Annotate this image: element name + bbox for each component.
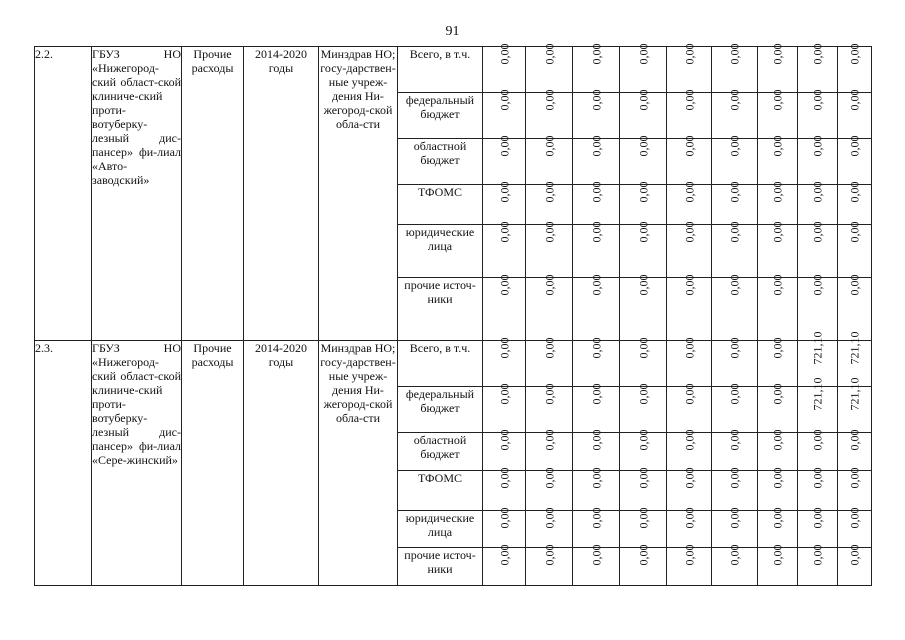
value-cell bbox=[712, 429, 758, 471]
value-text: 0,00 bbox=[727, 89, 742, 111]
budget-table bbox=[34, 43, 872, 586]
value-cell bbox=[483, 181, 526, 225]
value-cell bbox=[483, 221, 526, 278]
funding-source-label: областной бюджет bbox=[413, 433, 467, 461]
funding-source-cell bbox=[398, 511, 483, 548]
value-text: 0,00 bbox=[682, 274, 696, 296]
value-cell bbox=[712, 89, 758, 139]
funding-source-cell bbox=[398, 93, 483, 139]
value-text: 0,00 bbox=[727, 507, 742, 529]
funding-source-label: Всего, в т.ч. bbox=[409, 47, 471, 61]
value-text: 0,00 bbox=[847, 274, 862, 296]
value-text: 0,00 bbox=[770, 89, 785, 111]
value-text: 0,00 bbox=[497, 544, 511, 566]
funding-source-label: прочие источ-ники bbox=[404, 548, 476, 576]
value-cell bbox=[483, 89, 526, 139]
value-text: 0,00 bbox=[770, 507, 785, 529]
funding-source-label: ТФОМС bbox=[417, 471, 463, 485]
value-text: 0,00 bbox=[589, 507, 603, 529]
funding-source-cell bbox=[398, 139, 483, 185]
funding-source-label: юридические лица bbox=[405, 511, 475, 539]
value-cell bbox=[838, 135, 872, 185]
value-cell bbox=[667, 89, 712, 139]
page-number: 91 bbox=[445, 24, 460, 39]
value-cell bbox=[620, 544, 667, 586]
value-cell bbox=[620, 274, 667, 341]
value-cell bbox=[526, 274, 573, 341]
value-cell bbox=[712, 507, 758, 548]
value-cell bbox=[838, 467, 872, 511]
value-text: 0,00 bbox=[727, 467, 742, 489]
value-cell bbox=[712, 181, 758, 225]
funding-source-label: прочие источ-ники bbox=[404, 278, 476, 306]
value-cell bbox=[526, 221, 573, 278]
value-cell bbox=[620, 181, 667, 225]
value-cell bbox=[667, 181, 712, 225]
value-cell bbox=[758, 467, 798, 511]
value-cell bbox=[620, 383, 667, 433]
value-text: 0,00 bbox=[589, 135, 603, 157]
value-text: 0,00 bbox=[770, 544, 785, 566]
value-text: 0,00 bbox=[542, 383, 556, 405]
value-cell bbox=[667, 544, 712, 586]
value-cell bbox=[712, 383, 758, 433]
value-cell bbox=[526, 383, 573, 433]
value-text: 0,00 bbox=[810, 43, 825, 65]
value-text: 721,10 bbox=[810, 331, 825, 365]
value-text: 0,00 bbox=[497, 274, 511, 296]
value-text: 0,00 bbox=[810, 135, 825, 157]
value-cell bbox=[838, 544, 872, 586]
value-cell bbox=[712, 467, 758, 511]
value-text: 0,00 bbox=[542, 274, 556, 296]
value-text: 0,00 bbox=[497, 181, 511, 203]
value-text: 0,00 bbox=[542, 544, 556, 566]
value-text: 0,00 bbox=[636, 43, 650, 65]
value-cell bbox=[573, 383, 620, 433]
value-text: 0,00 bbox=[497, 221, 511, 243]
value-cell bbox=[712, 274, 758, 341]
value-text: 0,00 bbox=[542, 467, 556, 489]
value-cell bbox=[483, 43, 526, 93]
value-cell bbox=[573, 181, 620, 225]
value-cell bbox=[758, 181, 798, 225]
funding-source-label: областной бюджет bbox=[413, 139, 467, 167]
value-cell bbox=[838, 507, 872, 548]
value-cell bbox=[798, 429, 838, 471]
value-text: 0,00 bbox=[497, 467, 511, 489]
value-text: 0,00 bbox=[542, 43, 556, 65]
value-text: 0,00 bbox=[847, 43, 862, 65]
value-text: 0,00 bbox=[636, 544, 650, 566]
value-cell bbox=[573, 89, 620, 139]
value-text: 0,00 bbox=[636, 467, 650, 489]
funding-source-cell bbox=[398, 225, 483, 278]
value-cell bbox=[838, 181, 872, 225]
value-cell bbox=[573, 429, 620, 471]
table-row bbox=[35, 47, 872, 93]
value-text: 0,00 bbox=[497, 89, 511, 111]
value-text: 0,00 bbox=[770, 467, 785, 489]
value-cell bbox=[667, 274, 712, 341]
value-text: 0,00 bbox=[589, 43, 603, 65]
value-text: 0,00 bbox=[727, 221, 742, 243]
value-cell bbox=[758, 274, 798, 341]
value-cell bbox=[798, 181, 838, 225]
value-text: 0,00 bbox=[847, 135, 862, 157]
value-text: 0,00 bbox=[497, 507, 511, 529]
value-text: 0,00 bbox=[682, 89, 696, 111]
funding-source-cell bbox=[398, 433, 483, 471]
value-cell bbox=[526, 544, 573, 586]
value-cell bbox=[620, 467, 667, 511]
value-text: 0,00 bbox=[542, 507, 556, 529]
value-cell bbox=[667, 383, 712, 433]
value-text: 0,00 bbox=[810, 544, 825, 566]
value-text: 0,00 bbox=[636, 383, 650, 405]
value-cell bbox=[758, 429, 798, 471]
value-cell bbox=[573, 43, 620, 93]
value-text: 0,00 bbox=[847, 507, 862, 529]
value-text: 0,00 bbox=[682, 383, 696, 405]
value-text: 0,00 bbox=[847, 429, 862, 451]
funding-source-label: юридические лица bbox=[405, 225, 475, 253]
value-cell bbox=[667, 135, 712, 185]
value-cell bbox=[573, 135, 620, 185]
value-cell bbox=[758, 135, 798, 185]
funding-source-label: федеральный бюджет bbox=[405, 387, 475, 415]
funding-source-cell bbox=[398, 47, 483, 93]
value-cell bbox=[526, 337, 573, 387]
value-text: 0,00 bbox=[770, 43, 785, 65]
value-cell bbox=[526, 135, 573, 185]
value-text: 0,00 bbox=[589, 383, 603, 405]
value-text: 0,00 bbox=[727, 135, 742, 157]
value-text: 0,00 bbox=[810, 221, 825, 243]
value-cell bbox=[712, 135, 758, 185]
value-text: 0,00 bbox=[682, 181, 696, 203]
value-text: 0,00 bbox=[589, 429, 603, 451]
value-cell bbox=[712, 43, 758, 93]
value-cell bbox=[798, 507, 838, 548]
value-cell bbox=[483, 467, 526, 511]
value-cell bbox=[483, 274, 526, 341]
value-text: 0,00 bbox=[682, 135, 696, 157]
value-cell bbox=[483, 337, 526, 387]
value-cell bbox=[526, 507, 573, 548]
value-cell bbox=[573, 544, 620, 586]
value-text: 0,00 bbox=[636, 221, 650, 243]
value-text: 0,00 bbox=[727, 337, 742, 359]
value-cell bbox=[838, 429, 872, 471]
value-text: 0,00 bbox=[682, 507, 696, 529]
value-cell bbox=[758, 383, 798, 433]
value-cell bbox=[667, 467, 712, 511]
value-cell bbox=[667, 429, 712, 471]
value-cell bbox=[798, 467, 838, 511]
value-text: 0,00 bbox=[589, 337, 603, 359]
value-text: 0,00 bbox=[636, 135, 650, 157]
item-number: 2.3. bbox=[35, 341, 92, 586]
expense-type: Прочие расходы bbox=[182, 341, 244, 586]
value-cell bbox=[712, 544, 758, 586]
value-cell bbox=[798, 135, 838, 185]
value-cell bbox=[667, 507, 712, 548]
value-cell bbox=[620, 43, 667, 93]
value-cell bbox=[620, 507, 667, 548]
value-cell bbox=[838, 221, 872, 278]
value-cell bbox=[798, 43, 838, 93]
value-cell bbox=[758, 337, 798, 387]
value-text: 0,00 bbox=[770, 274, 785, 296]
value-text: 0,00 bbox=[727, 544, 742, 566]
value-cell bbox=[667, 337, 712, 387]
value-text: 0,00 bbox=[847, 544, 862, 566]
value-text: 0,00 bbox=[636, 181, 650, 203]
value-cell bbox=[798, 89, 838, 139]
value-text: 0,00 bbox=[497, 43, 511, 65]
value-cell bbox=[758, 43, 798, 93]
value-text: 0,00 bbox=[542, 135, 556, 157]
funding-source-cell bbox=[398, 548, 483, 586]
value-text: 0,00 bbox=[542, 221, 556, 243]
value-cell bbox=[758, 544, 798, 586]
value-text: 0,00 bbox=[542, 89, 556, 111]
value-text: 0,00 bbox=[636, 274, 650, 296]
funding-source-cell bbox=[398, 278, 483, 341]
value-text: 0,00 bbox=[497, 383, 511, 405]
value-cell bbox=[838, 89, 872, 139]
value-text: 0,00 bbox=[770, 383, 785, 405]
value-text: 0,00 bbox=[810, 181, 825, 203]
value-text: 0,00 bbox=[636, 429, 650, 451]
period: 2014-2020 годы bbox=[244, 341, 319, 586]
value-text: 0,00 bbox=[770, 135, 785, 157]
value-cell bbox=[573, 507, 620, 548]
value-text: 0,00 bbox=[847, 221, 862, 243]
value-text: 0,00 bbox=[810, 467, 825, 489]
value-text: 0,00 bbox=[636, 89, 650, 111]
value-cell bbox=[712, 337, 758, 387]
value-text: 0,00 bbox=[589, 467, 603, 489]
value-cell bbox=[667, 221, 712, 278]
value-text: 0,00 bbox=[682, 337, 696, 359]
value-text: 0,00 bbox=[542, 429, 556, 451]
value-cell bbox=[483, 544, 526, 586]
value-text: 721,10 bbox=[847, 331, 862, 365]
value-cell bbox=[620, 135, 667, 185]
funding-source-cell bbox=[398, 341, 483, 387]
responsible-executor: Минздрав НО; госу-дарствен-ные учреж-дения Ни-жегород-ской обла-сти bbox=[319, 341, 398, 586]
funding-source-label: ТФОМС bbox=[417, 185, 463, 199]
value-text: 0,00 bbox=[636, 507, 650, 529]
value-cell bbox=[573, 467, 620, 511]
organization-name: ГБУЗ НО «Нижегород-ский област-ской клиниче-ский проти-вотуберку-лезный дис-пансер» фи-лиал «Сере-жинский» bbox=[92, 341, 182, 586]
organization-name: ГБУЗ НО «Нижегород-ский област-ской клиниче-ский проти-вотуберку-лезный дис-пансер» фи-лиал «Авто-заводский» bbox=[92, 47, 182, 341]
funding-source-label: федеральный бюджет bbox=[405, 93, 475, 121]
value-text: 0,00 bbox=[770, 181, 785, 203]
value-text: 0,00 bbox=[682, 221, 696, 243]
value-text: 0,00 bbox=[810, 429, 825, 451]
value-text: 0,00 bbox=[810, 89, 825, 111]
value-text: 0,00 bbox=[682, 544, 696, 566]
item-number: 2.2. bbox=[35, 47, 92, 341]
value-cell bbox=[667, 43, 712, 93]
value-cell bbox=[758, 507, 798, 548]
value-cell bbox=[758, 89, 798, 139]
value-cell bbox=[526, 89, 573, 139]
value-text: 0,00 bbox=[727, 43, 742, 65]
value-text: 0,00 bbox=[810, 507, 825, 529]
value-cell bbox=[526, 43, 573, 93]
value-text: 0,00 bbox=[770, 221, 785, 243]
value-cell bbox=[573, 337, 620, 387]
value-text: 0,00 bbox=[542, 181, 556, 203]
value-cell bbox=[712, 221, 758, 278]
value-text: 0,00 bbox=[636, 337, 650, 359]
value-cell bbox=[483, 507, 526, 548]
value-text: 0,00 bbox=[727, 383, 742, 405]
value-cell bbox=[798, 377, 838, 433]
value-cell bbox=[620, 429, 667, 471]
value-text: 0,00 bbox=[682, 43, 696, 65]
value-cell bbox=[483, 135, 526, 185]
funding-source-label: Всего, в т.ч. bbox=[409, 341, 471, 355]
value-cell bbox=[798, 221, 838, 278]
value-cell bbox=[483, 429, 526, 471]
value-cell bbox=[526, 429, 573, 471]
value-text: 0,00 bbox=[727, 429, 742, 451]
table-row bbox=[35, 341, 872, 387]
value-text: 0,00 bbox=[589, 181, 603, 203]
value-cell bbox=[573, 221, 620, 278]
value-cell bbox=[838, 377, 872, 433]
value-text: 0,00 bbox=[589, 544, 603, 566]
value-text: 0,00 bbox=[497, 429, 511, 451]
value-text: 0,00 bbox=[847, 467, 862, 489]
value-text: 0,00 bbox=[589, 89, 603, 111]
value-text: 0,00 bbox=[727, 181, 742, 203]
value-text: 0,00 bbox=[542, 337, 556, 359]
value-cell bbox=[620, 221, 667, 278]
value-cell bbox=[620, 337, 667, 387]
value-text: 0,00 bbox=[770, 429, 785, 451]
value-text: 0,00 bbox=[770, 337, 785, 359]
value-cell bbox=[573, 274, 620, 341]
period: 2014-2020 годы bbox=[244, 47, 319, 341]
value-text: 0,00 bbox=[682, 467, 696, 489]
responsible-executor: Минздрав НО; госу-дарствен-ные учреж-дения Ни-жегород-ской обла-сти bbox=[319, 47, 398, 341]
value-text: 0,00 bbox=[810, 274, 825, 296]
value-text: 721,10 bbox=[847, 377, 862, 411]
value-text: 0,00 bbox=[497, 135, 511, 157]
value-cell bbox=[798, 544, 838, 586]
value-cell bbox=[526, 181, 573, 225]
value-text: 721,10 bbox=[810, 377, 825, 411]
funding-source-cell bbox=[398, 387, 483, 433]
expense-type: Прочие расходы bbox=[182, 47, 244, 341]
value-text: 0,00 bbox=[847, 89, 862, 111]
value-text: 0,00 bbox=[589, 221, 603, 243]
value-text: 0,00 bbox=[682, 429, 696, 451]
value-text: 0,00 bbox=[847, 181, 862, 203]
funding-source-cell bbox=[398, 185, 483, 225]
value-cell bbox=[758, 221, 798, 278]
value-cell bbox=[838, 43, 872, 93]
value-text: 0,00 bbox=[497, 337, 511, 359]
value-cell bbox=[483, 383, 526, 433]
funding-source-cell bbox=[398, 471, 483, 511]
value-cell bbox=[526, 467, 573, 511]
value-text: 0,00 bbox=[589, 274, 603, 296]
value-text: 0,00 bbox=[727, 274, 742, 296]
value-cell bbox=[620, 89, 667, 139]
